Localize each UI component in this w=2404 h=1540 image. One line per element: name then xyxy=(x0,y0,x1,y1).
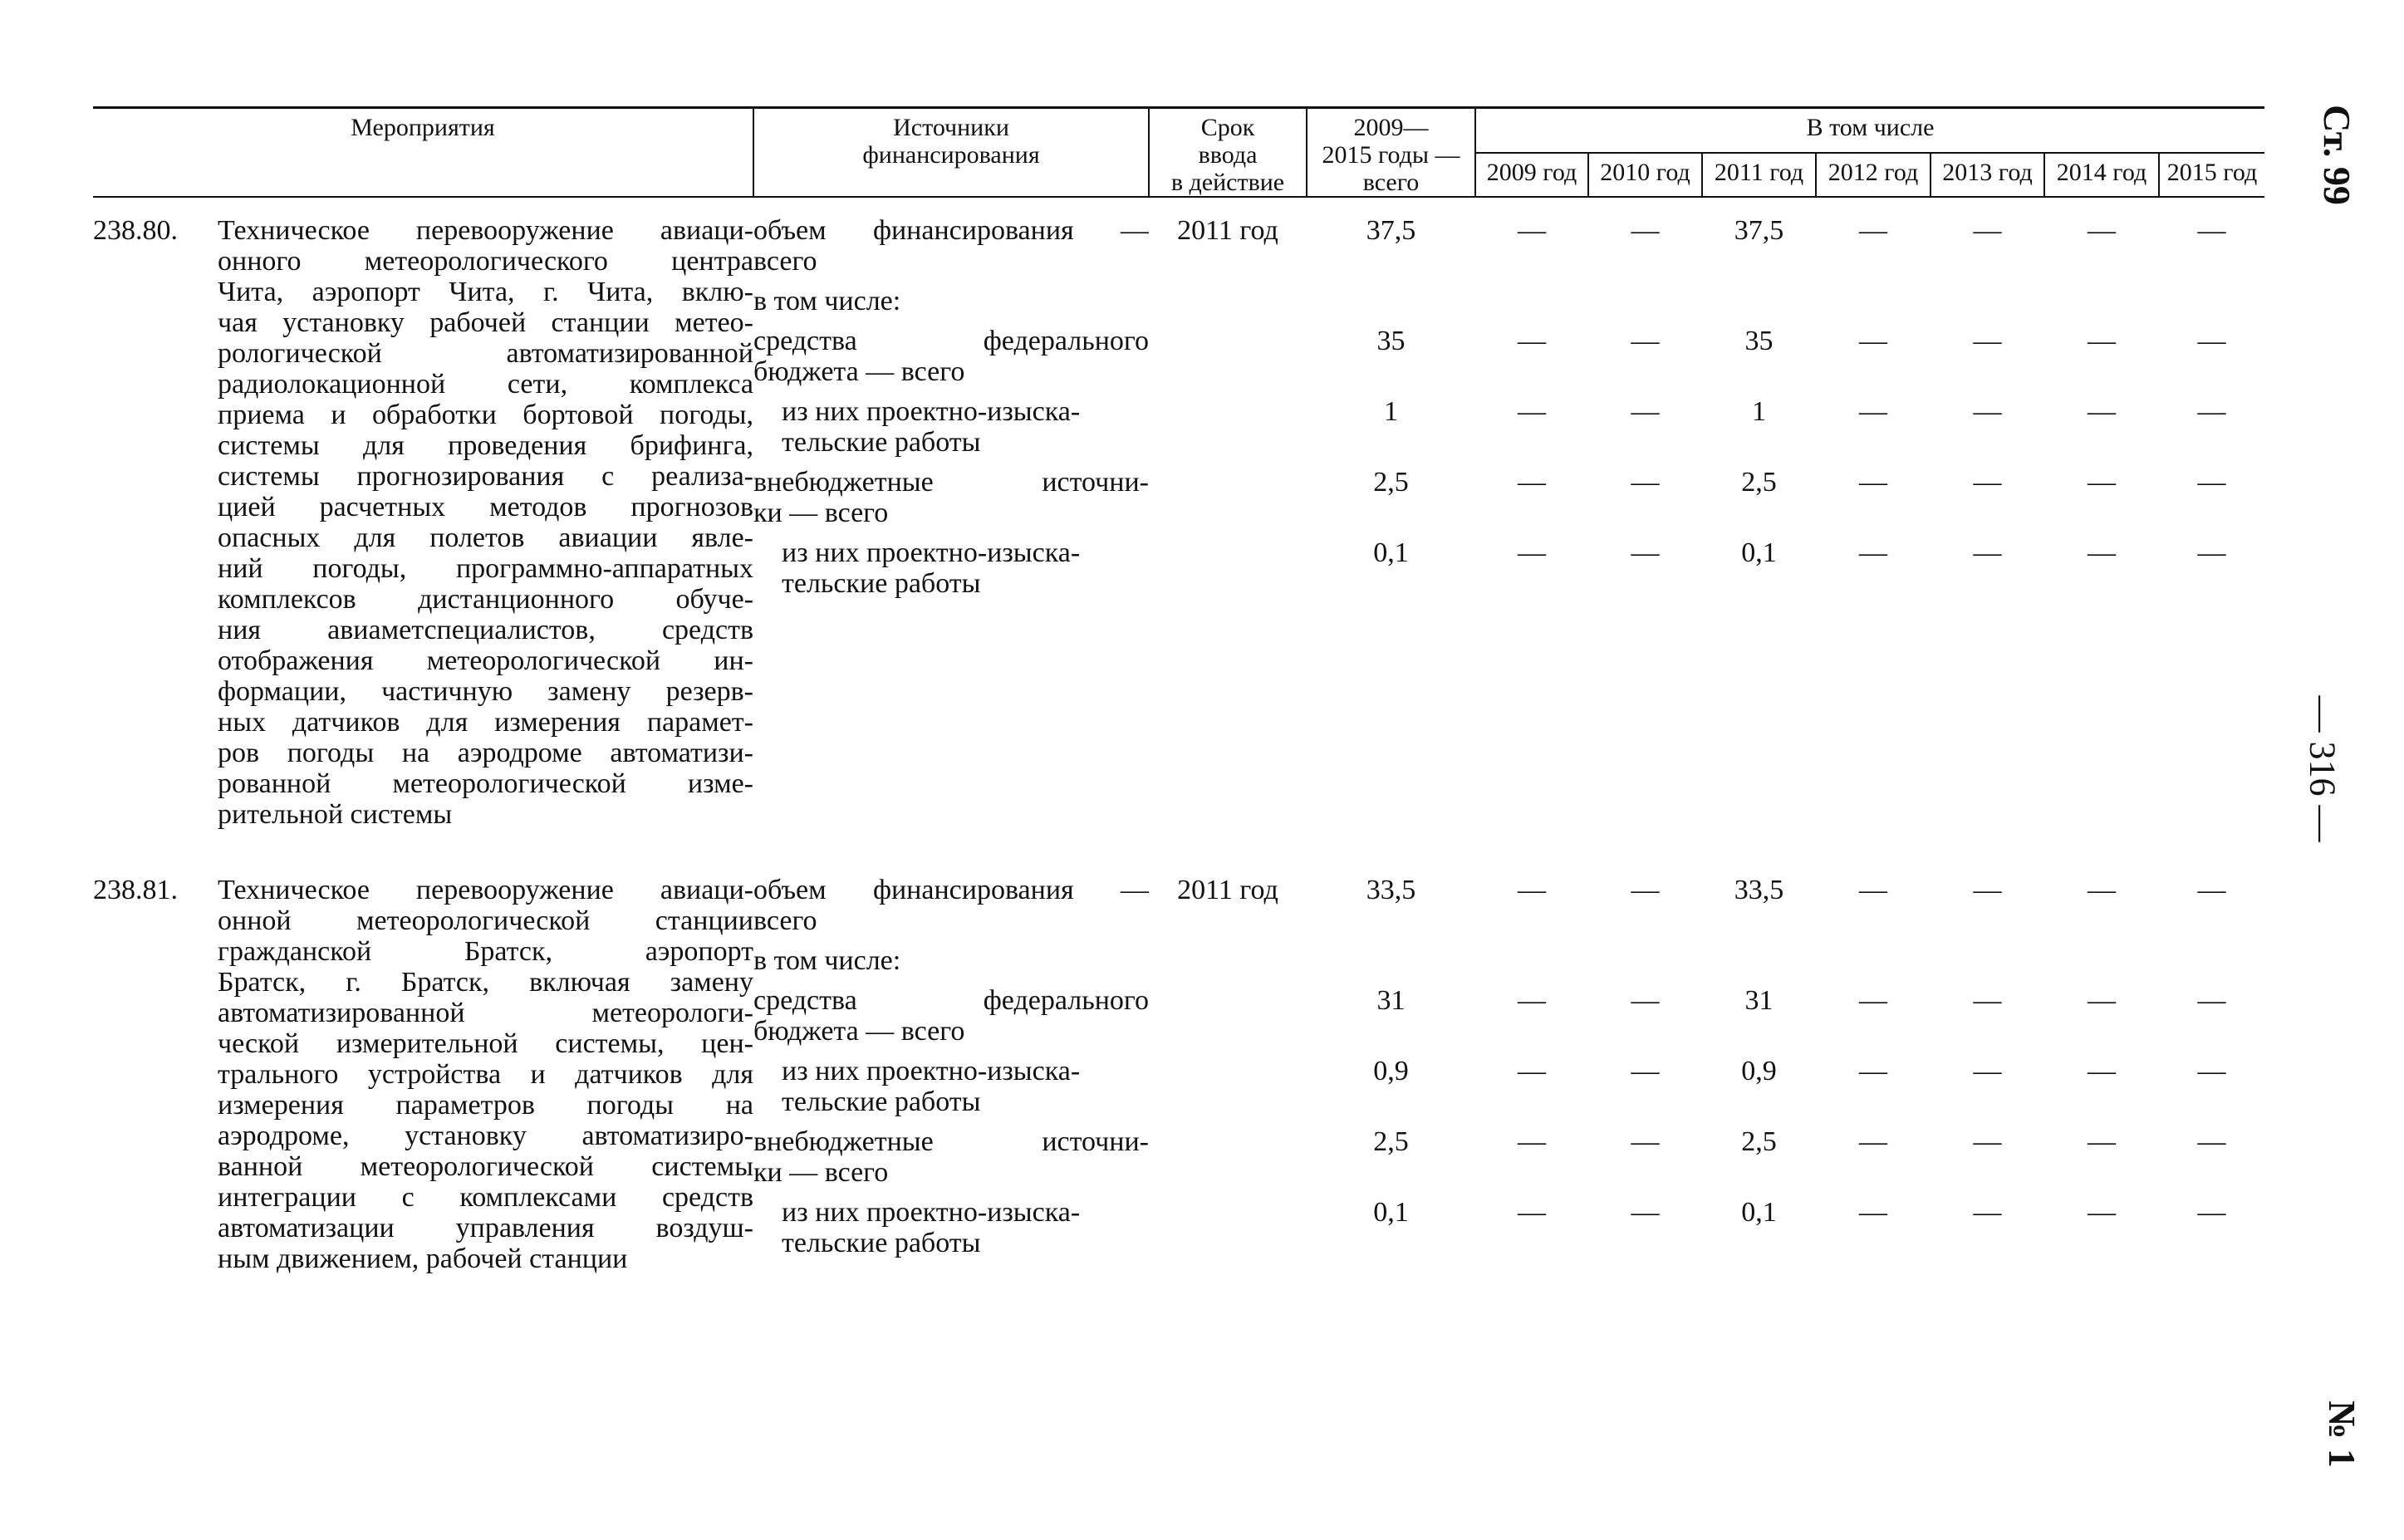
description-line: Техническое перевооружение авиаци- xyxy=(218,216,753,246)
description-line: гражданской Братск, аэропорт xyxy=(218,937,753,967)
table-header xyxy=(93,108,2264,198)
spacing xyxy=(2159,529,2264,538)
year-value: — xyxy=(2197,468,2226,498)
year-value: 2,5 xyxy=(1741,468,1777,498)
year-value: 35 xyxy=(1744,326,1774,356)
item-description xyxy=(218,197,753,831)
year-value: — xyxy=(1973,468,2002,498)
spacing xyxy=(1588,1118,1702,1127)
source-line: бюджета — всего xyxy=(753,1017,965,1047)
spacing xyxy=(1931,317,2044,326)
year-value: — xyxy=(2197,875,2226,905)
total-value: 1 xyxy=(1384,397,1398,427)
spacing xyxy=(753,1189,1149,1198)
spacing xyxy=(753,317,1149,326)
year-value: — xyxy=(2197,397,2226,427)
spacing xyxy=(753,977,1149,986)
year-value: — xyxy=(1631,1198,1660,1228)
spacing xyxy=(1931,459,2044,468)
year-amount xyxy=(1816,197,1931,831)
spacing xyxy=(2044,977,2159,986)
spacing xyxy=(753,529,1149,538)
year-amount xyxy=(2159,197,2264,831)
source-line: бюджета — всего xyxy=(753,357,965,387)
spacing xyxy=(2159,459,2264,468)
spacing xyxy=(1149,388,1307,397)
year-value: 0,9 xyxy=(1741,1057,1777,1086)
year-value xyxy=(1475,946,1588,977)
spacing xyxy=(1816,1189,1931,1198)
spacing xyxy=(1702,388,1816,397)
spacing xyxy=(1588,1189,1702,1198)
description-line: цией расчетных методов прогнозов xyxy=(218,493,753,522)
year-value: — xyxy=(1859,538,1887,568)
year-value: — xyxy=(1518,1127,1546,1157)
year-value xyxy=(1931,287,2044,317)
header-year: 2012 год xyxy=(1816,153,1931,197)
source-line: объем финансирования — xyxy=(753,216,1149,246)
spacing xyxy=(2044,459,2159,468)
header-year: 2015 год xyxy=(2159,153,2264,197)
source-line: из них проектно-изыска- xyxy=(782,397,1081,427)
spacing xyxy=(1307,1189,1475,1198)
spacing xyxy=(753,1118,1149,1127)
source-line: тельские работы xyxy=(782,569,981,599)
header-total: 2009— 2015 годы — всего xyxy=(1307,108,1475,198)
year-value: — xyxy=(2088,468,2116,498)
description-line: ческой измерительной системы, цен- xyxy=(218,1029,753,1059)
spacing xyxy=(753,388,1149,397)
spacing xyxy=(1588,1047,1702,1057)
description-line: отображения метеорологической ин- xyxy=(218,646,753,676)
spacing xyxy=(753,1047,1149,1057)
page-number: — 316 — xyxy=(2302,695,2343,842)
commissioning-term xyxy=(1149,197,1307,831)
year-value: — xyxy=(1973,986,2002,1016)
year-value xyxy=(1702,946,1816,977)
year-value xyxy=(2044,946,2159,977)
year-value: — xyxy=(2197,216,2226,246)
year-value: — xyxy=(1973,1057,2002,1086)
year-value: — xyxy=(1859,397,1887,427)
year-amount xyxy=(2044,197,2159,831)
spacing xyxy=(2159,1118,2264,1127)
spacing xyxy=(1149,529,1307,538)
spacing xyxy=(1149,1189,1307,1198)
spacing xyxy=(1816,277,1931,287)
funding-sources xyxy=(753,197,1149,831)
spacing xyxy=(1702,977,1816,986)
year-value xyxy=(2044,287,2159,317)
source-line: тельские работы xyxy=(782,428,981,458)
year-amount xyxy=(1588,197,1702,831)
year-value: — xyxy=(1518,397,1546,427)
item-description xyxy=(218,857,753,1275)
spacing xyxy=(2159,977,2264,986)
description-line: ных датчиков для измерения парамет- xyxy=(218,708,753,738)
year-value: — xyxy=(1859,468,1887,498)
spacing xyxy=(1588,388,1702,397)
table-row xyxy=(93,857,2264,1275)
spacing xyxy=(1307,1047,1475,1057)
description-line: рологической автоматизированной xyxy=(218,339,753,369)
year-value xyxy=(1588,287,1702,317)
year-value: — xyxy=(1859,1057,1887,1086)
year-value: — xyxy=(1631,1127,1660,1157)
year-value: — xyxy=(1973,397,2002,427)
spacing xyxy=(1307,388,1475,397)
description-line: аэродроме, установку автоматизиро- xyxy=(218,1121,753,1151)
description-line: Техническое перевооружение авиаци- xyxy=(218,875,753,905)
total-value xyxy=(1307,287,1475,317)
description-line: системы прогнозирования с реализа- xyxy=(218,462,753,492)
description-line: интеграции с комплексами средств xyxy=(218,1183,753,1213)
spacing xyxy=(1816,388,1931,397)
year-value: 1 xyxy=(1752,397,1766,427)
description-line: Братск, г. Братск, включая замену xyxy=(218,968,753,998)
description-line: формации, частичную замену резерв- xyxy=(218,677,753,707)
spacing xyxy=(1702,1047,1816,1057)
source-line: тельские работы xyxy=(782,1229,981,1258)
year-value: — xyxy=(1518,216,1546,246)
spacing xyxy=(1816,529,1931,538)
source-line: средства федерального xyxy=(753,986,1149,1016)
description-line: автоматизации управления воздуш- xyxy=(218,1214,753,1243)
year-value: — xyxy=(2088,986,2116,1016)
issue-number: № 1 xyxy=(2321,1400,2364,1468)
spacing xyxy=(1702,317,1816,326)
spacing xyxy=(1816,977,1931,986)
spacing xyxy=(2159,937,2264,946)
description-line: ния авиаметспециалистов, средств xyxy=(218,616,753,645)
year-value: — xyxy=(1518,1057,1546,1086)
total-value: 0,1 xyxy=(1373,538,1409,568)
header-year: 2013 год xyxy=(1931,153,2044,197)
total-value: 2,5 xyxy=(1373,1127,1409,1157)
year-value xyxy=(2159,946,2264,977)
header-year: 2010 год xyxy=(1588,153,1702,197)
spacing xyxy=(1588,317,1702,326)
spacing xyxy=(1931,1047,2044,1057)
source-line: из них проектно-изыска- xyxy=(782,1198,1081,1228)
term-value: 2011 год xyxy=(1177,875,1278,905)
spacing xyxy=(1475,277,1588,287)
spacing xyxy=(1702,937,1816,946)
spacing xyxy=(2159,1189,2264,1198)
header-sources: Источники финансирования xyxy=(753,108,1149,198)
description-line: трального устройства и датчиков для xyxy=(218,1060,753,1090)
spacing xyxy=(1307,277,1475,287)
spacing xyxy=(753,937,1149,946)
source-line: всего xyxy=(753,247,817,277)
table-row xyxy=(93,197,2264,831)
year-value: 37,5 xyxy=(1734,216,1784,246)
description-line: ным движением, рабочей станции xyxy=(218,1244,628,1274)
source-line: из них проектно-изыска- xyxy=(782,538,1081,568)
year-value: — xyxy=(1859,986,1887,1016)
year-value: — xyxy=(2197,1198,2226,1228)
year-value xyxy=(1816,946,1931,977)
year-value: — xyxy=(2088,216,2116,246)
year-value: — xyxy=(1973,326,2002,356)
year-amount xyxy=(1931,857,2044,1275)
year-value: — xyxy=(1631,875,1660,905)
year-amount xyxy=(1475,197,1588,831)
spacing xyxy=(1931,1189,2044,1198)
year-value xyxy=(2159,287,2264,317)
spacing xyxy=(1588,977,1702,986)
spacing xyxy=(1816,1118,1931,1127)
year-value: — xyxy=(1973,1127,2002,1157)
spacing xyxy=(2159,277,2264,287)
year-value: — xyxy=(1859,875,1887,905)
year-value: — xyxy=(1518,1198,1546,1228)
year-value: — xyxy=(2088,875,2116,905)
total-value: 37,5 xyxy=(1366,216,1416,246)
year-value: 0,1 xyxy=(1741,1198,1777,1228)
spacing xyxy=(2044,1189,2159,1198)
year-amount xyxy=(1588,857,1702,1275)
spacing xyxy=(1931,1118,2044,1127)
year-value: — xyxy=(1859,1127,1887,1157)
source-line: средства федерального xyxy=(753,326,1149,356)
year-value xyxy=(1588,946,1702,977)
year-value: 31 xyxy=(1744,986,1774,1016)
spacing xyxy=(1475,388,1588,397)
spacing xyxy=(2044,388,2159,397)
spacing xyxy=(1149,277,1307,287)
year-value: — xyxy=(1631,326,1660,356)
spacing xyxy=(1475,1118,1588,1127)
year-value xyxy=(1931,946,2044,977)
spacing xyxy=(1307,977,1475,986)
spacing xyxy=(1149,937,1307,946)
spacing xyxy=(1475,1047,1588,1057)
total-value xyxy=(1307,946,1475,977)
spacing xyxy=(753,459,1149,468)
year-value: — xyxy=(2088,1057,2116,1086)
spacing xyxy=(1816,317,1931,326)
year-value: — xyxy=(1973,216,2002,246)
year-value: 0,1 xyxy=(1741,538,1777,568)
description-line: автоматизированной метеорологи- xyxy=(218,998,753,1028)
year-value: — xyxy=(1973,1198,2002,1228)
description-line: рованной метеорологической изме- xyxy=(218,769,753,799)
year-amount xyxy=(1702,857,1816,1275)
spacing xyxy=(2159,317,2264,326)
year-value: — xyxy=(1973,875,2002,905)
spacing xyxy=(1931,277,2044,287)
total-value: 35 xyxy=(1376,326,1406,356)
source-line: тельские работы xyxy=(782,1087,981,1117)
description-line: ров погоды на аэродроме автоматизи- xyxy=(218,738,753,768)
row-spacer xyxy=(93,831,2264,857)
year-value: — xyxy=(1631,468,1660,498)
table-body xyxy=(93,197,2264,1275)
description-line: ний погоды, программно-аппаратных xyxy=(218,554,753,584)
description-line: чая установку рабочей станции метео- xyxy=(218,308,753,338)
year-value: — xyxy=(1631,538,1660,568)
spacing xyxy=(1702,529,1816,538)
spacing xyxy=(1931,977,2044,986)
description-line: приема и обработки бортовой погоды, xyxy=(218,400,753,430)
source-line: внебюджетные источни- xyxy=(753,468,1149,498)
year-value: — xyxy=(1518,468,1546,498)
total-value: 0,1 xyxy=(1373,1198,1409,1228)
spacing xyxy=(2044,317,2159,326)
year-value: — xyxy=(1518,538,1546,568)
spacing xyxy=(2044,277,2159,287)
year-value: — xyxy=(1518,875,1546,905)
year-value: — xyxy=(1859,1198,1887,1228)
year-amount xyxy=(1475,857,1588,1275)
description-line: рительной системы xyxy=(218,800,453,830)
year-value: — xyxy=(1631,1057,1660,1086)
year-value: — xyxy=(2088,538,2116,568)
spacing xyxy=(2159,1047,2264,1057)
spacing xyxy=(1931,937,2044,946)
year-value: — xyxy=(2197,986,2226,1016)
header-measures: Мероприятия xyxy=(93,108,753,198)
year-value: — xyxy=(1631,397,1660,427)
spacing xyxy=(2159,388,2264,397)
spacing xyxy=(2044,1118,2159,1127)
spacing xyxy=(1702,1118,1816,1127)
source-line: из них проектно-изыска- xyxy=(782,1057,1081,1086)
spacing xyxy=(1307,317,1475,326)
source-line: в том числе: xyxy=(753,946,901,976)
spacing xyxy=(1702,1189,1816,1198)
spacing xyxy=(1588,277,1702,287)
spacing xyxy=(1816,1047,1931,1057)
spacing xyxy=(2044,529,2159,538)
year-amount xyxy=(1931,197,2044,831)
header-term: Срок ввода в действие xyxy=(1149,108,1307,198)
spacing xyxy=(1931,529,2044,538)
year-amount xyxy=(2044,857,2159,1275)
spacing xyxy=(1475,317,1588,326)
year-value: — xyxy=(1631,986,1660,1016)
year-amount xyxy=(1702,197,1816,831)
spacing xyxy=(2044,937,2159,946)
total-amount xyxy=(1307,197,1475,831)
spacing xyxy=(1816,459,1931,468)
year-value xyxy=(1816,287,1931,317)
spacing xyxy=(1149,317,1307,326)
spacing xyxy=(1588,937,1702,946)
header-year: 2009 год xyxy=(1475,153,1588,197)
spacing xyxy=(1149,1047,1307,1057)
total-amount xyxy=(1307,857,1475,1275)
description-line: ванной метеорологической системы xyxy=(218,1152,753,1182)
year-value: — xyxy=(1518,986,1546,1016)
source-line: всего xyxy=(753,906,817,936)
total-value: 33,5 xyxy=(1366,875,1416,905)
item-number: 238.80. xyxy=(93,215,178,246)
header-year: 2014 год xyxy=(2044,153,2159,197)
source-line: внебюджетные источни- xyxy=(753,1127,1149,1157)
total-value: 2,5 xyxy=(1373,468,1409,498)
spacing xyxy=(1816,937,1931,946)
total-value: 31 xyxy=(1376,986,1406,1016)
spacing xyxy=(1475,529,1588,538)
description-line: системы для проведения брифинга, xyxy=(218,431,753,461)
year-value: — xyxy=(2197,1127,2226,1157)
year-amount xyxy=(2159,857,2264,1275)
spacing xyxy=(1588,529,1702,538)
description-line: радиолокационной сети, комплекса xyxy=(218,370,753,400)
year-value: — xyxy=(2088,1198,2116,1228)
spacing xyxy=(1588,459,1702,468)
year-value: — xyxy=(2088,1127,2116,1157)
spacing xyxy=(1149,977,1307,986)
year-value xyxy=(1702,287,1816,317)
year-value: — xyxy=(2197,538,2226,568)
header-year: 2011 год xyxy=(1702,153,1816,197)
year-value: — xyxy=(1859,216,1887,246)
description-line: онного метеорологического центра xyxy=(218,247,753,277)
description-line: измерения параметров погоды на xyxy=(218,1091,753,1121)
source-line: ки — всего xyxy=(753,498,889,528)
year-value: — xyxy=(2197,326,2226,356)
year-amount xyxy=(1816,857,1931,1275)
total-value: 0,9 xyxy=(1373,1057,1409,1086)
spacing xyxy=(1149,459,1307,468)
year-value xyxy=(1475,287,1588,317)
funding-sources xyxy=(753,857,1149,1275)
spacing xyxy=(1931,388,2044,397)
spacing xyxy=(2044,1047,2159,1057)
source-line: в том числе: xyxy=(753,287,901,316)
year-value: — xyxy=(2088,397,2116,427)
spacing xyxy=(1307,529,1475,538)
article-reference: Ст. 99 xyxy=(2316,105,2359,205)
spacing xyxy=(1475,459,1588,468)
description-line: Чита, аэропорт Чита, г. Чита, вклю- xyxy=(218,277,753,307)
item-number: 238.81. xyxy=(93,875,178,905)
spacing xyxy=(1149,1118,1307,1127)
year-value: — xyxy=(1859,326,1887,356)
spacing xyxy=(1307,937,1475,946)
year-value: — xyxy=(2197,1057,2226,1086)
term-value: 2011 год xyxy=(1177,216,1278,246)
spacing xyxy=(1702,459,1816,468)
spacing xyxy=(1475,977,1588,986)
description-line: опасных для полетов авиации явле- xyxy=(218,523,753,553)
spacing xyxy=(1307,1118,1475,1127)
spacing xyxy=(1702,277,1816,287)
spacing xyxy=(1475,1189,1588,1198)
spacing xyxy=(1307,459,1475,468)
year-value: — xyxy=(1973,538,2002,568)
description-line: комплексов дистанционного обуче- xyxy=(218,585,753,615)
year-value: — xyxy=(1518,326,1546,356)
spacing xyxy=(1475,937,1588,946)
funding-table xyxy=(93,106,2264,1275)
year-value: 2,5 xyxy=(1741,1127,1777,1157)
year-value: — xyxy=(2088,326,2116,356)
source-line: ки — всего xyxy=(753,1158,889,1188)
spacing xyxy=(753,277,1149,287)
year-value: 33,5 xyxy=(1734,875,1784,905)
year-value: — xyxy=(1631,216,1660,246)
description-line: онной метеорологической станции xyxy=(218,906,753,936)
source-line: объем финансирования — xyxy=(753,875,1149,905)
header-including: В том числе xyxy=(1475,108,2264,153)
commissioning-term xyxy=(1149,857,1307,1275)
